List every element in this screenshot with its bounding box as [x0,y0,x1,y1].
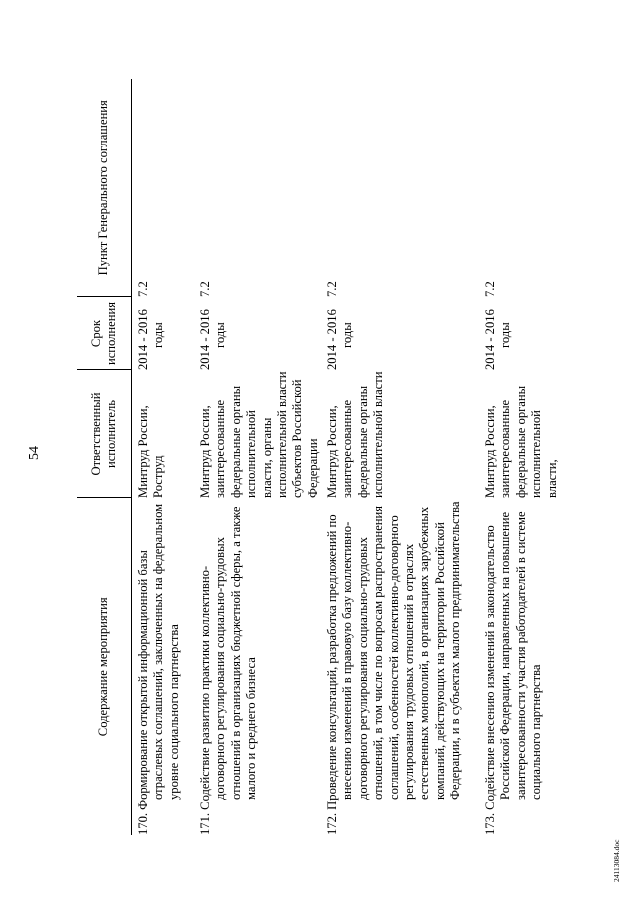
table-row [325,79,483,835]
deadline-cell [132,297,199,370]
header-content: Содержание мероприятия [77,498,132,835]
clause-cell: 7.2 [198,281,212,297]
deadline-years: 2014 - 2016 [325,309,339,370]
measure-text: 171. Содействие развитию практики коллективно-договорного регулирования социально-трудовых отношений в организациях бюджетной сферы, а также малого и среднего бизнеса [198,506,259,835]
deadline-years: 2014 - 2016 [136,309,150,370]
deadline-years: 2014 - 2016 [483,309,497,370]
measure-text: 172. Проведение консультаций, разработка предложений по внесению изменений в правовую базу коллективно-договорного регулирования социально-трудовых отношений, в том числе по вопросам распространения соглашений, особенностей коллективно-договорного регулирования трудовых отношений в отраслях естественных монополий, в организациях зарубежных компаний, действующих на территории Российской Федерации, и в субъектах малого предпринимательства [325,501,463,835]
responsible-cell: Минтруд России, заинтересованные федеральные органы исполнительной власти, органы исполнительной власти субъектов Российской Федерации [198,371,320,498]
deadline-years: 2014 - 2016 [198,309,212,370]
header-responsible: Ответственный исполнитель [77,370,132,498]
responsible-cell: Минтруд России, Роструд [136,405,166,498]
table-row [198,79,325,835]
clause-cell: 7.2 [136,281,150,297]
measure-text-cell [483,498,573,835]
header-clause: Пункт Генерального соглашения [77,79,132,297]
measures-table [77,79,573,835]
clause-cell: 7.2 [325,281,339,297]
deadline-unit: годы [213,322,228,348]
table-row [132,79,199,835]
page-number: 54 [27,446,42,460]
table-row [483,79,573,835]
deadline-cell [198,297,325,370]
deadline-unit: годы [498,322,513,348]
clause-cell: 7.2 [483,281,497,297]
deadline-unit: годы [340,322,355,348]
measure-text-cell [198,498,325,835]
document-code: 24113084.doc [612,839,621,882]
responsible-cell: Минтруд России, заинтересованные федеральные органы исполнительной власти, [483,385,559,498]
measure-text: 170. Формирование открытой информационной базы отраслевых соглашений, заключенных на федеральном уровне социального партнерства [136,503,181,835]
deadline-cell [325,297,483,370]
measure-text-cell [132,498,199,835]
responsible-cell: Минтруд России, заинтересованные федеральные органы исполнительной власти [325,371,386,498]
deadline-cell [483,297,573,370]
deadline-unit: годы [151,322,166,348]
table-header-row [77,79,132,835]
measure-text: 173. Содействие внесению изменений в законодательство Российской Федерации, направленных на повышение заинтересованности участия работодателей в системе социального партнерства [483,511,544,835]
measure-text-cell [325,498,483,835]
header-deadline: Срок исполнения [77,297,132,370]
